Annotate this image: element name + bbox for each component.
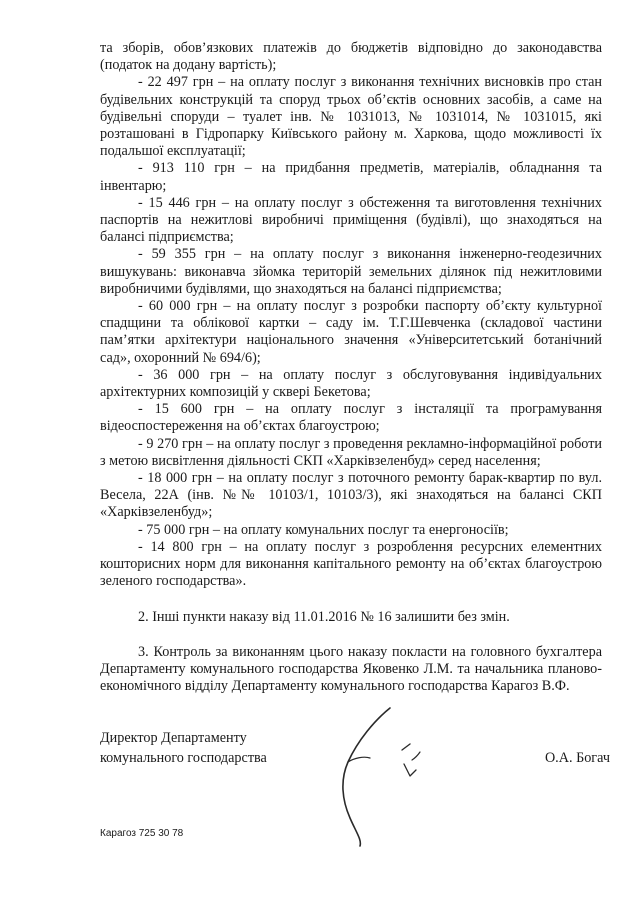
list-item: - 22 497 грн – на оплату послуг з виконання технічних висновків про стан будівельних конструкцій та споруд трьох об’єктів основних засобів, а саме на будівельні споруди – туалет інв. № 1031013, № 1031014, № 1031015, які розташовані в Гідропарку Київського району м. Харкова, щодо можливості їх подальшої експлуатації; <box>100 74 602 160</box>
list-item: - 18 000 грн – на оплату послуг з поточного ремонту барак-квартир по вул. Весела, 22А (інв. №№ 10103/1, 10103/3), які знаходяться на балансі СКП «Харківзеленбуд»; <box>100 470 602 521</box>
point-2: 2. Інші пункти наказу від 11.01.2016 № 16 залишити без змін. <box>138 608 510 625</box>
list-item: - 14 800 грн – на оплату послуг з розроблення ресурсних елементних кошторисних норм для виконання капітального ремонту на об’єктах благоустрою зеленого господарства». <box>100 538 602 590</box>
executor-phone-note: Карагоз 725 30 78 <box>100 828 184 839</box>
list-item: - 36 000 грн – на оплату послуг з обслуговування індивідуальних архітектурних композицій у сквері Бекетова; <box>100 366 602 401</box>
order-body <box>100 40 602 695</box>
paragraph-gap <box>100 626 602 644</box>
list-item: - 15 446 грн – на оплату послуг з обстеження та виготовлення технічних паспортів на нежитлові виробничі приміщення (будівлі), що знаходяться на балансі підприємства; <box>100 194 602 246</box>
list-item: - 15 600 грн – на оплату послуг з інсталяції та програмування відеоспостереження на об’єктах благоустрою; <box>100 401 602 435</box>
signer-title-line1: Директор Департаменту <box>100 730 247 746</box>
list-item: - 9 270 грн – на оплату послуг з проведення рекламно-інформаційної роботи з метою висвітлення діяльності СКП «Харківзеленбуд» серед населення; <box>100 435 602 469</box>
point-3: 3. Контроль за виконанням цього наказу покласти на головного бухгалтера Департаменту комунального господарства Яковенко Л.М. та начальника планово-економічного відділу Департаменту комунального господарства Карагоз В.Ф. <box>100 643 602 695</box>
list-item: - 75 000 грн – на оплату комунальних послуг та енергоносіїв; <box>138 521 509 538</box>
signer-title-line2: комунального господарства <box>100 750 267 766</box>
list-item: - 913 110 грн – на придбання предметів, матеріалів, обладнання та інвентарю; <box>100 160 602 194</box>
list-item: - 60 000 грн – на оплату послуг з розробки паспорту об’єкту культурної спадщини та облікової картки – саду ім. Т.Г.Шевченка (складової частини пам’ятки архітектури національного значення «Університетський ботанічний сад», охоронний № 694/6); <box>100 298 602 366</box>
handwritten-signature-icon <box>320 700 430 850</box>
list-item: та зборів, обов’язкових платежів до бюджетів відповідно до законодавства (податок на додану вартість); <box>100 40 602 74</box>
signer-name: О.А. Богач <box>544 750 610 766</box>
paragraph-gap <box>100 591 602 609</box>
list-item: - 59 355 грн – на оплату послуг з виконання інженерно-геодезичних вишукувань: виконавча зйомка територій земельних ділянок під нежитловими виробничими будівлями, що знаходяться на балансі підприємства; <box>100 246 602 297</box>
